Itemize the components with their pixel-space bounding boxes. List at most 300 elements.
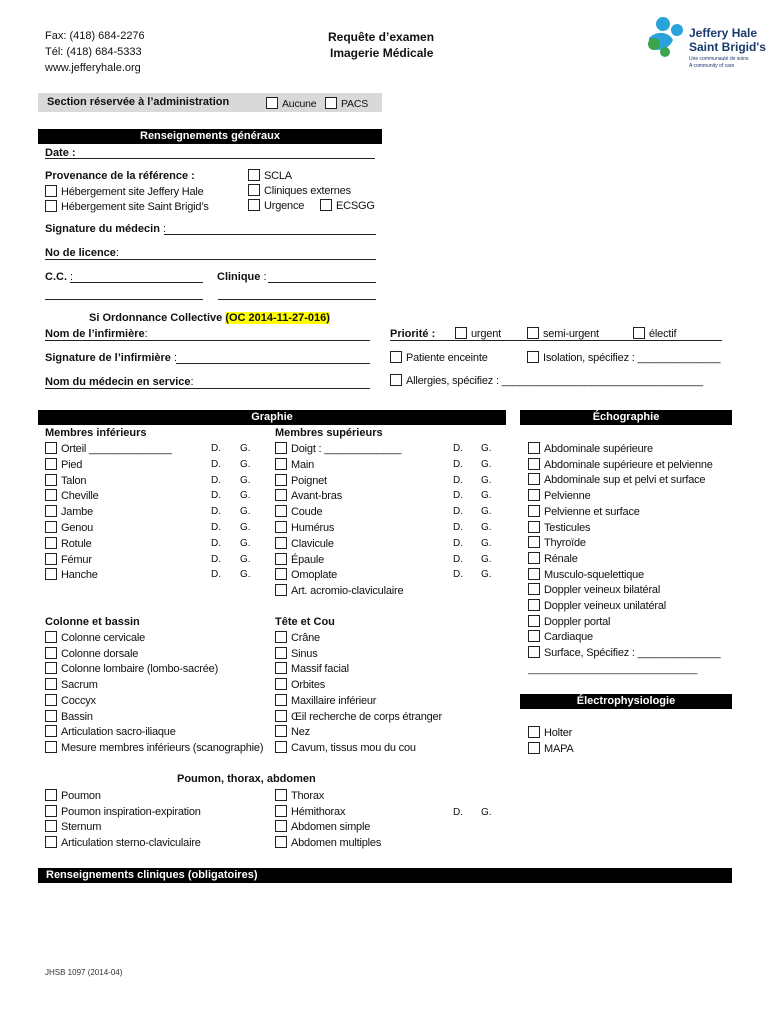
side-g-label: G. [240,569,251,581]
provenance-label: Provenance de la référence : [45,170,195,182]
side-d-label: D. [211,506,221,518]
website-text: www.jefferyhale.org [45,62,141,74]
lower-limb-option[interactable] [45,521,93,534]
head-option[interactable] [275,694,376,707]
isolation-option[interactable] [527,351,720,364]
checkbox-icon[interactable] [275,505,287,517]
checkbox-icon[interactable] [275,647,287,659]
allergies-option[interactable] [390,374,703,387]
logo [643,14,766,76]
echo-option[interactable] [528,646,720,659]
side-d-label: D. [211,490,221,502]
echo-option[interactable] [528,521,590,534]
echo-option[interactable] [528,583,660,596]
side-d-label: D. [453,506,463,518]
checkbox-icon[interactable] [45,694,57,706]
nurse-name-label: Nom de l’infirmière: [45,328,148,340]
chest-option[interactable] [275,820,370,833]
checkbox-icon[interactable] [45,442,57,454]
electro-section-bar: Électrophysiologie [520,694,732,709]
side-d-label: D. [453,458,463,470]
checkbox-icon[interactable] [275,568,287,580]
checkbox-icon[interactable] [275,820,287,832]
checkbox-icon[interactable] [45,631,57,643]
option-label: Sinus [291,647,318,660]
echo-option[interactable] [528,568,644,581]
option-label: Cheville [61,490,99,503]
option-label: Hanche [61,569,98,582]
ordonnance-label [89,312,330,324]
prov-option-label: SCLA [264,170,292,182]
checkbox-icon[interactable] [275,553,287,565]
logo-tagline-2: A community of care [689,63,735,69]
form-title: Requête d’examen [328,30,435,44]
upper-limb-option[interactable] [275,584,403,597]
fax-text: Fax: (418) 684-2276 [45,30,145,42]
option-label: Cardiaque [544,631,593,644]
signature-medecin-text: Signature du médecin [45,223,160,235]
option-label: Rénale [544,552,578,565]
electro-option[interactable] [528,742,574,755]
option-label: Orteil ______________ [61,443,172,455]
echo-option[interactable] [528,458,713,471]
spine-title: Colonne et bassin [45,616,140,628]
prov-option-ecsgg[interactable] [320,199,375,212]
checkbox-icon[interactable] [528,521,540,533]
side-d-label: D. [211,474,221,486]
option-label: Fémur [61,553,92,566]
checkbox-icon[interactable] [528,742,540,754]
option-label: Testicules [544,521,591,534]
echo-option[interactable] [528,473,705,486]
side-g-label: G. [481,522,492,533]
tel-text: Tél: (418) 684-5333 [45,46,142,58]
checkbox-icon[interactable] [45,505,57,517]
side-d-label: D. [453,443,463,454]
checkbox-icon[interactable] [275,741,287,753]
checkbox-icon[interactable] [45,741,57,753]
option-label: Doppler veineux unilatéral [544,600,666,612]
upper-limb-option[interactable] [275,489,342,502]
checkbox-icon[interactable] [528,458,540,470]
nurse-sig-label: Signature de l’infirmière : [45,352,178,364]
side-g-label: G. [481,569,492,581]
option-label: Jambe [61,506,94,519]
checkbox-icon[interactable] [528,489,540,501]
checkbox-icon[interactable] [45,568,57,580]
checkbox-icon[interactable] [275,710,287,722]
chest-title: Poumon, thorax, abdomen [177,773,316,785]
option-label: Pelvienne et surface [544,505,640,518]
side-d-label: D. [211,458,221,470]
spine-option[interactable] [45,694,96,707]
checkbox-icon[interactable] [275,694,287,706]
side-d-label: D. [211,522,221,533]
checkbox-icon[interactable] [528,568,540,580]
option-label: Doppler veineux bilatéral [544,584,661,597]
checkbox-icon[interactable] [320,199,332,211]
admin-label: Section réservée à l’administration [47,96,230,108]
chest-option[interactable] [275,836,381,849]
lower-limbs-title: Membres inférieurs [45,427,147,439]
priority-label: Priorité : [390,328,436,340]
checkbox-icon[interactable] [45,474,57,486]
echo-option[interactable] [528,536,586,549]
checkbox-icon[interactable] [45,836,57,848]
logo-name-2: Saint Brigid's [689,40,766,54]
cc-field-2[interactable] [45,287,203,300]
checkbox-icon[interactable] [45,521,57,533]
side-d-label: D. [453,553,463,565]
checkbox-icon[interactable] [45,820,57,832]
checkbox-icon[interactable] [528,583,540,595]
option-label: Clavicule [291,537,334,550]
ordonnance-text: Si Ordonnance Collective [89,312,223,324]
checkbox-icon[interactable] [45,789,57,801]
chest-option[interactable] [275,789,324,802]
upper-limb-option[interactable] [275,442,401,455]
echo-option[interactable] [528,630,593,643]
checkbox-icon[interactable] [45,647,57,659]
checkbox-icon[interactable] [325,97,337,109]
option-label: Colonne dorsale [61,647,139,660]
checkbox-icon[interactable] [528,599,540,611]
upper-limb-option[interactable] [275,521,334,534]
option-label: Abdomen simple [291,821,371,834]
checkbox-icon[interactable] [45,200,57,212]
checkbox-icon[interactable] [275,789,287,801]
option-label: Genou [61,522,94,534]
side-d-label: D. [453,569,463,581]
side-g-label: G. [481,443,492,454]
upper-limb-option[interactable] [275,474,327,487]
head-option[interactable] [275,662,349,675]
head-title: Tête et Cou [275,616,335,628]
echo-option[interactable] [528,442,653,455]
prov-option-label: Hébergement site Saint Brigid’s [61,201,209,213]
side-g-label: G. [240,506,251,518]
option-label: Articulation sacro-iliaque [61,726,176,739]
checkbox-icon[interactable] [45,185,57,197]
lower-limb-option[interactable] [45,474,86,487]
option-label: Avant-bras [291,490,342,503]
lower-limb-option[interactable] [45,537,92,550]
spine-option[interactable] [45,678,98,691]
option-label: Abdominale supérieure et pelvienne [544,458,713,471]
checkbox-icon[interactable] [275,631,287,643]
option-label: Nez [291,726,310,739]
lower-limb-option[interactable] [45,553,92,566]
checkbox-icon[interactable] [275,442,287,454]
checkbox-icon[interactable] [45,553,57,565]
checkbox-icon[interactable] [275,836,287,848]
option-label: Orbites [291,679,326,692]
checkbox-icon[interactable] [45,805,57,817]
prov-option-label: ECSGG [336,200,375,212]
nurse-name-field[interactable] [45,327,370,341]
checkbox-icon[interactable] [275,805,287,817]
admin-option-pacs-label: PACS [341,98,369,110]
side-d-label: D. [211,569,221,581]
spine-option[interactable] [45,741,263,754]
side-g-label: G. [240,458,251,470]
lower-limb-option[interactable] [45,568,98,581]
pregnant-option[interactable] [390,351,488,364]
allergies-label: Allergies, spécifiez : __________________________________ [406,375,703,387]
checkbox-icon[interactable] [275,458,287,470]
doctor-service-text: Nom du médecin en service [45,376,191,388]
option-label: Abdomen multiples [291,837,382,850]
checkbox-icon[interactable] [633,327,645,339]
licence-label: No de licence: [45,247,119,259]
checkbox-icon[interactable] [45,710,57,722]
date-label: Date : [45,147,76,159]
doctor-service-label: Nom du médecin en service: [45,376,194,388]
upper-limb-option[interactable] [275,505,322,518]
side-g-label: G. [240,537,251,549]
chest-option[interactable] [45,805,201,818]
side-g-label: G. [481,490,492,502]
clinique-label: Clinique : [217,271,267,283]
option-label: Mesure membres inférieurs (scanographie) [61,741,264,754]
option-label: Massif facial [291,663,349,676]
echo-extra-line[interactable]: ______________________________ [528,663,698,675]
option-label: Main [291,458,315,471]
checkbox-icon[interactable] [45,489,57,501]
head-option[interactable] [275,647,318,660]
nurse-sig-field[interactable] [176,351,370,364]
signature-medecin-label: Signature du médecin : [45,223,167,235]
general-section-bar: Renseignements généraux [38,129,382,144]
head-option[interactable] [275,631,320,644]
checkbox-icon[interactable] [266,97,278,109]
option-label: Talon [61,474,87,487]
option-label: Maxillaire inférieur [291,694,377,707]
checkbox-icon[interactable] [275,474,287,486]
option-label: Cavum, tissus mou du cou [291,741,416,754]
option-label: Musculo-squelettique [544,568,644,581]
option-label: Coude [291,506,323,519]
checkbox-icon[interactable] [528,552,540,564]
admin-option-aucune-label: Aucune [282,98,317,110]
electro-option[interactable] [528,726,572,739]
isolation-label: Isolation, spécifiez : ______________ [543,352,721,364]
option-label: Coccyx [61,694,96,707]
option-label: Épaule [291,553,325,566]
side-g-label: G. [240,490,251,502]
lower-limb-option[interactable] [45,458,82,471]
side-d-label: D. [453,537,463,549]
clinique-field[interactable] [268,270,376,283]
checkbox-icon[interactable] [248,169,260,181]
date-field[interactable] [45,145,375,159]
hemithorax-g: G. [481,807,492,818]
checkbox-icon[interactable] [528,615,540,627]
hemithorax-d: D. [453,807,463,818]
licence-text: No de licence [45,247,116,259]
upper-limb-option[interactable] [275,537,334,550]
head-option[interactable] [275,678,325,691]
oc-highlight: (OC 2014-11-27-016) [225,312,330,324]
option-label: Abdominale sup et pelvi et surface [544,474,706,487]
option-label: Colonne lombaire (lombo-sacrée) [61,663,219,676]
admin-option-aucune[interactable] [266,97,316,110]
clinical-section-bar [38,868,732,883]
option-label: Bassin [61,710,93,723]
checkbox-icon[interactable] [528,473,540,485]
clinical-bar-label: Renseignements cliniques (obligatoires) [46,869,258,881]
option-label: Sternum [61,821,102,834]
chest-option[interactable] [45,789,101,802]
side-g-label: G. [481,458,492,470]
doctor-service-field[interactable] [45,375,370,389]
form-subtitle: Imagerie Médicale [330,46,434,60]
echo-option[interactable] [528,615,610,628]
checkbox-icon[interactable] [275,678,287,690]
echo-option[interactable] [528,552,578,565]
side-g-label: G. [240,443,251,454]
checkbox-icon[interactable] [45,537,57,549]
spine-option[interactable] [45,725,176,738]
checkbox-icon[interactable] [528,505,540,517]
checkbox-icon[interactable] [248,199,260,211]
checkbox-icon[interactable] [45,662,57,674]
option-label: Pelvienne [544,490,591,503]
side-d-label: D. [453,522,463,533]
form-code: JHSB 1097 (2014-04) [45,968,123,977]
side-d-label: D. [211,537,221,549]
side-g-label: G. [481,506,492,518]
checkbox-icon[interactable] [45,678,57,690]
side-d-label: D. [211,553,221,565]
echo-option[interactable] [528,599,666,612]
checkbox-icon[interactable] [528,726,540,738]
side-g-label: G. [481,474,492,486]
checkbox-icon[interactable] [45,725,57,737]
option-label: Œil recherche de corps étranger [291,710,442,723]
chest-option[interactable] [275,805,345,818]
option-label: Hémithorax [291,805,346,818]
checkbox-icon[interactable] [528,536,540,548]
prov-option-label: Urgence [264,200,305,212]
head-option[interactable] [275,741,416,754]
checkbox-icon[interactable] [275,537,287,549]
prov-option-urgence[interactable] [248,199,304,212]
option-label: Holter [544,727,573,739]
option-label: Thorax [291,790,325,802]
admin-option-pacs[interactable] [325,97,368,110]
side-g-label: G. [240,522,251,533]
prov-option-cliniques[interactable] [248,184,351,197]
echo-option[interactable] [528,505,640,518]
upper-limbs-title: Membres supérieurs [275,427,383,439]
side-d-label: D. [211,443,221,454]
checkbox-icon[interactable] [390,374,402,386]
checkbox-icon[interactable] [527,351,539,363]
checkbox-icon[interactable] [248,184,260,196]
logo-tagline-1: Une communauté de soins [689,56,749,62]
head-option[interactable] [275,710,442,723]
pregnant-label: Patiente enceinte [406,352,488,364]
upper-limb-option[interactable] [275,458,314,471]
option-label: Articulation sterno-claviculaire [61,837,201,850]
prov-option-jeffery-hale[interactable] [45,185,204,198]
spine-option[interactable] [45,647,138,660]
spine-option[interactable] [45,631,145,644]
checkbox-icon[interactable] [275,725,287,737]
option-label: Thyroïde [544,537,586,550]
option-label: Sacrum [61,679,98,692]
priority-semi-label: semi-urgent [543,328,599,340]
graphie-section-bar: Graphie [38,410,506,425]
option-label: Poumon inspiration-expiration [61,805,201,818]
echo-option[interactable] [528,489,591,502]
option-label: Doigt : _____________ [291,443,402,455]
priority-electif[interactable] [633,327,676,340]
echo-section-bar: Échographie [520,410,732,425]
chest-option[interactable] [45,820,101,833]
checkbox-icon[interactable] [275,662,287,674]
prov-option-scla[interactable] [248,169,292,182]
cc-field[interactable] [70,270,203,283]
clinique-text: Clinique [217,271,261,283]
checkbox-icon[interactable] [527,327,539,339]
head-option[interactable] [275,725,310,738]
checkbox-icon[interactable] [275,489,287,501]
licence-field[interactable] [45,246,376,260]
option-label: Doppler portal [544,615,611,628]
logo-name-1: Jeffery Hale [689,26,758,40]
priority-semi-urgent[interactable] [527,327,599,340]
chest-option[interactable] [45,836,201,849]
upper-limb-option[interactable] [275,568,337,581]
spine-option[interactable] [45,662,218,675]
option-label: Omoplate [291,569,338,582]
checkbox-icon[interactable] [275,521,287,533]
lower-limb-option[interactable] [45,489,99,502]
lower-limb-option[interactable] [45,505,93,518]
option-label: Art. acromio-claviculaire [291,585,404,598]
option-label: Humérus [291,522,335,534]
signature-medecin-field[interactable] [164,222,376,235]
checkbox-icon[interactable] [528,646,540,658]
option-label: MAPA [544,742,574,755]
side-d-label: D. [453,490,463,502]
spine-option[interactable] [45,710,93,723]
lower-limb-option[interactable] [45,442,172,455]
side-d-label: D. [453,474,463,486]
upper-limb-option[interactable] [275,553,324,566]
checkbox-icon[interactable] [390,351,402,363]
cc-label: C.C. : [45,271,74,283]
checkbox-icon[interactable] [528,442,540,454]
option-label: Pied [61,458,83,471]
priority-urgent-label: urgent [471,328,501,340]
checkbox-icon[interactable] [275,584,287,596]
option-label: Poignet [291,474,327,487]
option-label: Rotule [61,537,92,550]
option-label: Colonne cervicale [61,632,146,644]
checkbox-icon[interactable] [45,458,57,470]
checkbox-icon[interactable] [528,630,540,642]
option-label: Poumon [61,790,101,802]
clinique-field-2[interactable] [218,287,376,300]
prov-option-label: Cliniques externes [264,185,351,197]
side-g-label: G. [240,474,251,486]
logo-mark-icon [643,14,687,62]
prov-option-saint-brigid[interactable] [45,200,209,213]
priority-electif-label: électif [649,328,677,340]
